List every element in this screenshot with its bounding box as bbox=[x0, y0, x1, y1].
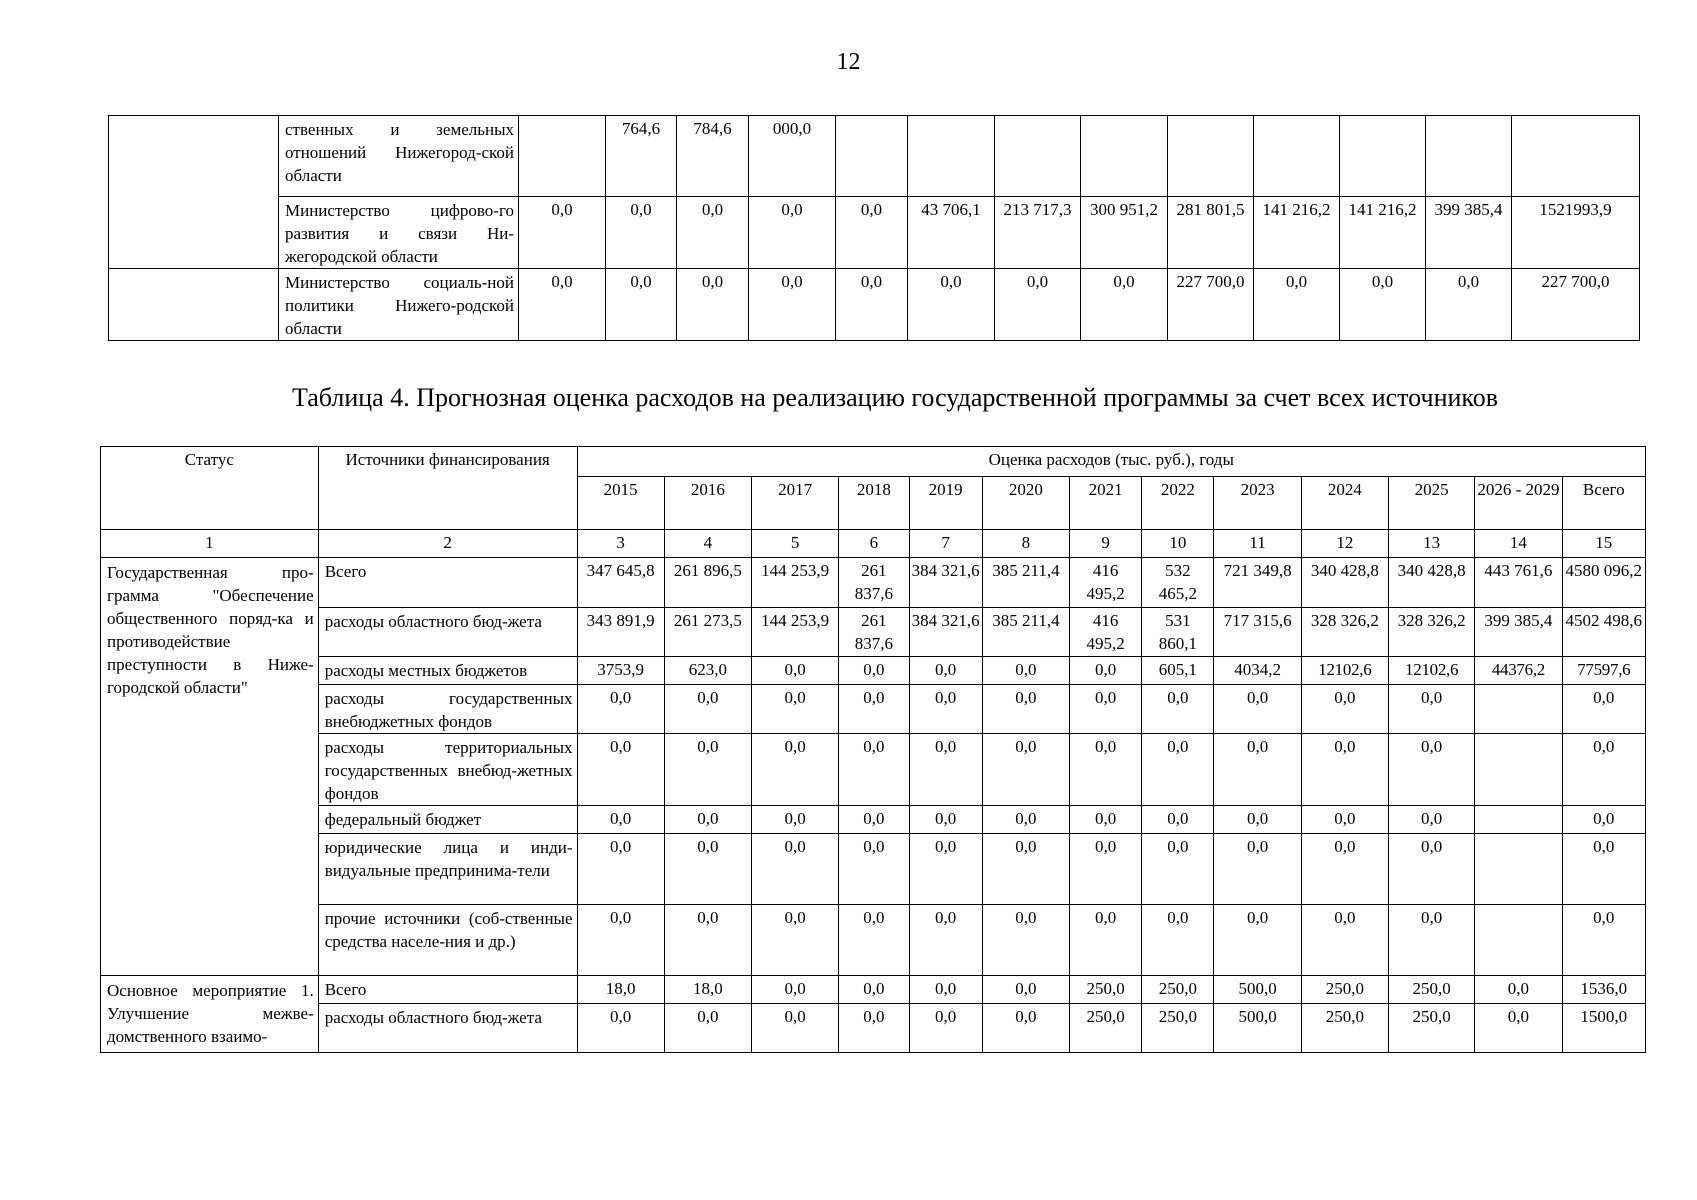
value-cell: 328 326,2 bbox=[1389, 608, 1475, 657]
value-cell: 0,0 bbox=[1142, 806, 1214, 834]
value-cell: 0,0 bbox=[749, 197, 836, 269]
value-cell: 12102,6 bbox=[1301, 657, 1388, 685]
value-cell: 4502 498,6 bbox=[1562, 608, 1645, 657]
value-cell: 0,0 bbox=[836, 269, 908, 341]
table-row bbox=[101, 657, 1646, 685]
value-cell: 0,0 bbox=[839, 834, 909, 905]
value-cell: 385 211,4 bbox=[982, 608, 1069, 657]
value-cell: 0,0 bbox=[839, 657, 909, 685]
value-cell: 340 428,8 bbox=[1389, 558, 1475, 608]
organization-label: Министерство социаль-ной политики Нижего-родской области bbox=[279, 269, 519, 341]
table-row bbox=[101, 834, 1646, 905]
value-cell bbox=[1475, 734, 1562, 806]
table-row bbox=[109, 116, 1640, 197]
value-cell: 3753,9 bbox=[577, 657, 664, 685]
value-cell: 340 428,8 bbox=[1301, 558, 1388, 608]
year-header: 2019 bbox=[909, 477, 982, 530]
value-cell: 605,1 bbox=[1142, 657, 1214, 685]
value-cell: 0,0 bbox=[1070, 685, 1142, 734]
table-title: Таблица 4. Прогнозная оценка расходов на реализацию государственной программы за счет всех источников bbox=[292, 383, 1498, 412]
value-cell: 0,0 bbox=[519, 197, 606, 269]
value-cell: 0,0 bbox=[1389, 806, 1475, 834]
value-cell: 384 321,6 bbox=[909, 608, 982, 657]
value-cell: 261 837,6 bbox=[839, 608, 909, 657]
value-cell: 500,0 bbox=[1214, 1004, 1301, 1053]
value-cell: 0,0 bbox=[1142, 685, 1214, 734]
value-cell: 623,0 bbox=[664, 657, 751, 685]
source-cell: Всего bbox=[318, 558, 577, 608]
value-cell: 500,0 bbox=[1214, 976, 1301, 1004]
value-cell bbox=[995, 116, 1081, 197]
value-cell: 144 253,9 bbox=[752, 608, 839, 657]
value-cell: 0,0 bbox=[995, 269, 1081, 341]
value-cell: 0,0 bbox=[1214, 905, 1301, 976]
value-cell: 0,0 bbox=[577, 806, 664, 834]
column-number: 3 bbox=[577, 530, 664, 558]
value-cell: 0,0 bbox=[909, 905, 982, 976]
value-cell bbox=[1254, 116, 1340, 197]
value-cell: 0,0 bbox=[982, 657, 1069, 685]
value-cell: 0,0 bbox=[1142, 734, 1214, 806]
value-cell: 0,0 bbox=[836, 197, 908, 269]
value-cell: 0,0 bbox=[1562, 734, 1645, 806]
table-row bbox=[101, 1004, 1646, 1053]
value-cell bbox=[1081, 116, 1168, 197]
value-cell: 1536,0 bbox=[1562, 976, 1645, 1004]
value-cell: 4580 096,2 bbox=[1562, 558, 1645, 608]
value-cell: 250,0 bbox=[1142, 1004, 1214, 1053]
value-cell: 0,0 bbox=[752, 734, 839, 806]
value-cell: 0,0 bbox=[1389, 834, 1475, 905]
source-cell: прочие источники (соб-ственные средства населе-ния и др.) bbox=[318, 905, 577, 976]
value-cell: 18,0 bbox=[664, 976, 751, 1004]
table-row bbox=[101, 905, 1646, 976]
value-cell: 0,0 bbox=[909, 834, 982, 905]
value-cell: 0,0 bbox=[1214, 734, 1301, 806]
value-cell: 0,0 bbox=[1301, 834, 1388, 905]
value-cell: 384 321,6 bbox=[909, 558, 982, 608]
value-cell: 343 891,9 bbox=[577, 608, 664, 657]
value-cell: 0,0 bbox=[982, 905, 1069, 976]
value-cell: 1500,0 bbox=[1562, 1004, 1645, 1053]
source-cell: Всего bbox=[318, 976, 577, 1004]
value-cell: 0,0 bbox=[1562, 806, 1645, 834]
column-number: 12 bbox=[1301, 530, 1388, 558]
value-cell: 261 273,5 bbox=[664, 608, 751, 657]
value-cell: 250,0 bbox=[1301, 976, 1388, 1004]
value-cell: 416 495,2 bbox=[1070, 558, 1142, 608]
organization-label: ственных и земельных отношений Нижегород-ской области bbox=[279, 116, 519, 197]
value-cell bbox=[1340, 116, 1426, 197]
column-number: 13 bbox=[1389, 530, 1475, 558]
value-cell: 0,0 bbox=[752, 905, 839, 976]
value-cell: 18,0 bbox=[577, 976, 664, 1004]
value-cell: 300 951,2 bbox=[1081, 197, 1168, 269]
value-cell: 281 801,5 bbox=[1168, 197, 1254, 269]
value-cell: 0,0 bbox=[664, 685, 751, 734]
value-cell: 4034,2 bbox=[1214, 657, 1301, 685]
value-cell: 0,0 bbox=[577, 834, 664, 905]
value-cell: 250,0 bbox=[1389, 1004, 1475, 1053]
value-cell bbox=[1475, 685, 1562, 734]
source-cell: расходы территориальных государственных внебюд-жетных фондов bbox=[318, 734, 577, 806]
table-row bbox=[101, 685, 1646, 734]
source-cell: федеральный бюджет bbox=[318, 806, 577, 834]
value-cell bbox=[1475, 806, 1562, 834]
value-cell bbox=[836, 116, 908, 197]
value-cell: 0,0 bbox=[1070, 657, 1142, 685]
value-cell: 328 326,2 bbox=[1301, 608, 1388, 657]
blank-cell bbox=[109, 116, 279, 269]
value-cell: 0,0 bbox=[1426, 269, 1512, 341]
value-cell: 12102,6 bbox=[1389, 657, 1475, 685]
value-cell: 0,0 bbox=[577, 734, 664, 806]
source-cell: расходы областного бюд-жета bbox=[318, 608, 577, 657]
value-cell: 0,0 bbox=[664, 806, 751, 834]
value-cell: 44376,2 bbox=[1475, 657, 1562, 685]
page-number: 12 bbox=[836, 49, 861, 75]
header-status: Статус bbox=[101, 447, 319, 530]
value-cell: 0,0 bbox=[752, 834, 839, 905]
value-cell: 0,0 bbox=[1389, 734, 1475, 806]
value-cell: 0,0 bbox=[1389, 685, 1475, 734]
value-cell: 250,0 bbox=[1301, 1004, 1388, 1053]
value-cell: 0,0 bbox=[1254, 269, 1340, 341]
table-row bbox=[101, 558, 1646, 608]
value-cell: 213 717,3 bbox=[995, 197, 1081, 269]
table-row bbox=[109, 197, 1640, 269]
column-number: 5 bbox=[752, 530, 839, 558]
value-cell: 531 860,1 bbox=[1142, 608, 1214, 657]
year-header: 2022 bbox=[1142, 477, 1214, 530]
value-cell: 227 700,0 bbox=[1512, 269, 1640, 341]
value-cell: 0,0 bbox=[606, 197, 677, 269]
value-cell: 0,0 bbox=[1475, 976, 1562, 1004]
organization-label: Министерство цифрово-го развития и связи Ни-жегородской области bbox=[279, 197, 519, 269]
source-cell: расходы государственных внебюджетных фондов bbox=[318, 685, 577, 734]
year-header: 2017 bbox=[752, 477, 839, 530]
value-cell: 416 495,2 bbox=[1070, 608, 1142, 657]
value-cell: 0,0 bbox=[1301, 685, 1388, 734]
column-number: 8 bbox=[982, 530, 1069, 558]
value-cell bbox=[1475, 905, 1562, 976]
value-cell: 0,0 bbox=[982, 976, 1069, 1004]
value-cell: 000,0 bbox=[749, 116, 836, 197]
value-cell: 0,0 bbox=[1214, 834, 1301, 905]
value-cell bbox=[1512, 116, 1640, 197]
value-cell: 250,0 bbox=[1070, 976, 1142, 1004]
value-cell: 0,0 bbox=[664, 905, 751, 976]
value-cell: 261 837,6 bbox=[839, 558, 909, 608]
value-cell: 0,0 bbox=[577, 685, 664, 734]
value-cell: 261 896,5 bbox=[664, 558, 751, 608]
column-number: 1 bbox=[101, 530, 319, 558]
value-cell: 0,0 bbox=[1081, 269, 1168, 341]
value-cell: 0,0 bbox=[752, 806, 839, 834]
column-number: 4 bbox=[664, 530, 751, 558]
source-cell: расходы областного бюд-жета bbox=[318, 1004, 577, 1053]
value-cell: 0,0 bbox=[1301, 734, 1388, 806]
value-cell: 250,0 bbox=[1070, 1004, 1142, 1053]
value-cell: 0,0 bbox=[1562, 834, 1645, 905]
value-cell: 0,0 bbox=[839, 685, 909, 734]
value-cell: 0,0 bbox=[909, 657, 982, 685]
table-row bbox=[101, 976, 1646, 1004]
column-number: 2 bbox=[318, 530, 577, 558]
value-cell: 0,0 bbox=[839, 976, 909, 1004]
column-number: 10 bbox=[1142, 530, 1214, 558]
value-cell: 250,0 bbox=[1389, 976, 1475, 1004]
value-cell: 784,6 bbox=[677, 116, 749, 197]
value-cell bbox=[1475, 834, 1562, 905]
table-row bbox=[101, 608, 1646, 657]
value-cell: 0,0 bbox=[1475, 1004, 1562, 1053]
status-cell: Государственная про-грамма "Обеспечение общественного поряд-ка и противодействие преступности в Ниже-городской области" bbox=[101, 558, 319, 976]
table-row bbox=[101, 806, 1646, 834]
value-cell bbox=[519, 116, 606, 197]
value-cell: 0,0 bbox=[909, 685, 982, 734]
value-cell: 0,0 bbox=[1070, 806, 1142, 834]
value-cell: 0,0 bbox=[1562, 905, 1645, 976]
value-cell: 0,0 bbox=[752, 976, 839, 1004]
value-cell bbox=[1426, 116, 1512, 197]
year-header: 2018 bbox=[839, 477, 909, 530]
value-cell: 0,0 bbox=[1142, 834, 1214, 905]
value-cell: 0,0 bbox=[909, 1004, 982, 1053]
value-cell: 0,0 bbox=[752, 657, 839, 685]
value-cell: 250,0 bbox=[1142, 976, 1214, 1004]
value-cell: 0,0 bbox=[1142, 905, 1214, 976]
value-cell: 0,0 bbox=[839, 806, 909, 834]
value-cell: 43 706,1 bbox=[908, 197, 995, 269]
value-cell: 0,0 bbox=[1214, 806, 1301, 834]
value-cell: 0,0 bbox=[908, 269, 995, 341]
value-cell bbox=[908, 116, 995, 197]
value-cell: 532 465,2 bbox=[1142, 558, 1214, 608]
value-cell: 0,0 bbox=[677, 269, 749, 341]
year-header: 2026 - 2029 bbox=[1475, 477, 1562, 530]
value-cell: 0,0 bbox=[909, 806, 982, 834]
year-header: 2021 bbox=[1070, 477, 1142, 530]
value-cell: 0,0 bbox=[664, 734, 751, 806]
header-estimate: Оценка расходов (тыс. руб.), годы bbox=[577, 447, 1645, 477]
table-row bbox=[109, 269, 1640, 341]
value-cell: 0,0 bbox=[982, 806, 1069, 834]
value-cell: 0,0 bbox=[982, 685, 1069, 734]
value-cell: 0,0 bbox=[839, 734, 909, 806]
source-cell: расходы местных бюджетов bbox=[318, 657, 577, 685]
continued-table bbox=[108, 115, 1640, 341]
value-cell: 0,0 bbox=[1340, 269, 1426, 341]
value-cell: 399 385,4 bbox=[1426, 197, 1512, 269]
year-header: Всего bbox=[1562, 477, 1645, 530]
value-cell: 399 385,4 bbox=[1475, 608, 1562, 657]
value-cell: 0,0 bbox=[1070, 734, 1142, 806]
value-cell: 0,0 bbox=[606, 269, 677, 341]
column-number: 9 bbox=[1070, 530, 1142, 558]
value-cell: 227 700,0 bbox=[1168, 269, 1254, 341]
year-header: 2024 bbox=[1301, 477, 1388, 530]
value-cell: 0,0 bbox=[982, 734, 1069, 806]
status-cell: Основное мероприятие 1. Улучшение межве-домственного взаимо- bbox=[101, 976, 319, 1053]
value-cell: 0,0 bbox=[982, 1004, 1069, 1053]
value-cell: 0,0 bbox=[909, 734, 982, 806]
value-cell bbox=[1168, 116, 1254, 197]
value-cell: 0,0 bbox=[749, 269, 836, 341]
value-cell: 0,0 bbox=[577, 905, 664, 976]
value-cell: 385 211,4 bbox=[982, 558, 1069, 608]
column-number: 15 bbox=[1562, 530, 1645, 558]
column-number: 7 bbox=[909, 530, 982, 558]
value-cell: 0,0 bbox=[664, 834, 751, 905]
value-cell: 0,0 bbox=[1214, 685, 1301, 734]
header-sources: Источники финансирования bbox=[318, 447, 577, 530]
column-number: 6 bbox=[839, 530, 909, 558]
year-header: 2016 bbox=[664, 477, 751, 530]
column-number: 11 bbox=[1214, 530, 1301, 558]
value-cell: 0,0 bbox=[1301, 806, 1388, 834]
value-cell: 77597,6 bbox=[1562, 657, 1645, 685]
value-cell: 0,0 bbox=[839, 1004, 909, 1053]
value-cell: 0,0 bbox=[752, 1004, 839, 1053]
year-header: 2025 bbox=[1389, 477, 1475, 530]
value-cell: 0,0 bbox=[909, 976, 982, 1004]
blank-cell bbox=[109, 269, 279, 341]
source-cell: юридические лица и инди-видуальные предпринима-тели bbox=[318, 834, 577, 905]
table-row bbox=[101, 734, 1646, 806]
value-cell: 0,0 bbox=[1562, 685, 1645, 734]
value-cell: 141 216,2 bbox=[1340, 197, 1426, 269]
value-cell: 717 315,6 bbox=[1214, 608, 1301, 657]
value-cell: 0,0 bbox=[677, 197, 749, 269]
value-cell: 0,0 bbox=[1389, 905, 1475, 976]
value-cell: 0,0 bbox=[839, 905, 909, 976]
value-cell: 0,0 bbox=[982, 834, 1069, 905]
value-cell: 1521993,9 bbox=[1512, 197, 1640, 269]
value-cell: 141 216,2 bbox=[1254, 197, 1340, 269]
value-cell: 0,0 bbox=[1070, 905, 1142, 976]
value-cell: 144 253,9 bbox=[752, 558, 839, 608]
value-cell: 443 761,6 bbox=[1475, 558, 1562, 608]
value-cell: 0,0 bbox=[664, 1004, 751, 1053]
year-header: 2020 bbox=[982, 477, 1069, 530]
year-header: 2023 bbox=[1214, 477, 1301, 530]
value-cell: 721 349,8 bbox=[1214, 558, 1301, 608]
value-cell: 0,0 bbox=[577, 1004, 664, 1053]
year-header: 2015 bbox=[577, 477, 664, 530]
value-cell: 0,0 bbox=[1070, 834, 1142, 905]
value-cell: 347 645,8 bbox=[577, 558, 664, 608]
column-number: 14 bbox=[1475, 530, 1562, 558]
value-cell: 764,6 bbox=[606, 116, 677, 197]
value-cell: 0,0 bbox=[1301, 905, 1388, 976]
value-cell: 0,0 bbox=[519, 269, 606, 341]
value-cell: 0,0 bbox=[752, 685, 839, 734]
forecast-expenses-table bbox=[100, 446, 1646, 1053]
